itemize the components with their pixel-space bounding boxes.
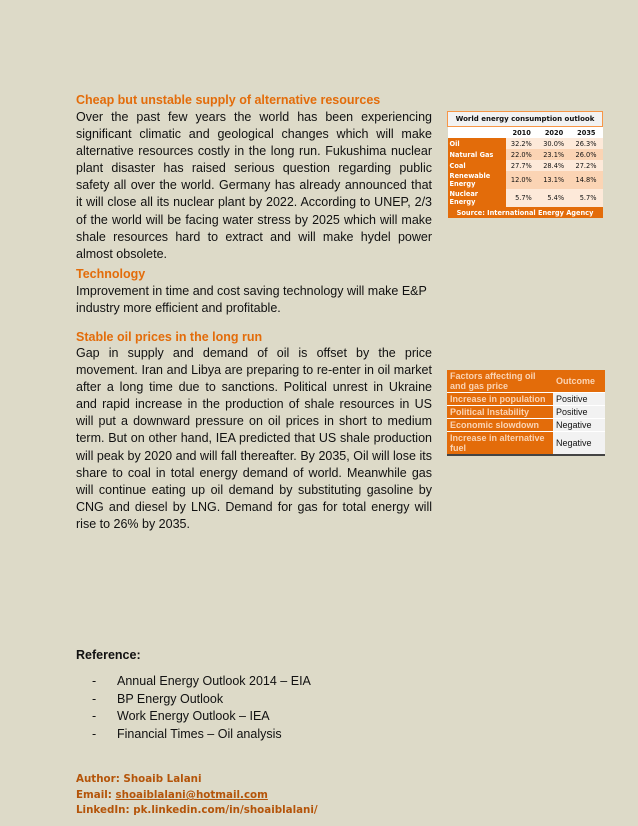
factors-row (447, 419, 605, 432)
factors-header-row (447, 370, 605, 393)
factors-row (447, 393, 605, 406)
energy-row-value: 28.4% (538, 160, 570, 171)
reference-item (92, 691, 311, 709)
factors-header-outcome: Outcome (553, 370, 605, 393)
energy-table-row (448, 138, 603, 149)
energy-row-label: Natural Gas (448, 149, 506, 160)
energy-row-label: Coal (448, 160, 506, 171)
author-email-link[interactable]: shoaiblalani@hotmail.com (115, 789, 268, 801)
energy-row-value: 13.1% (538, 171, 570, 189)
reference-item (92, 708, 311, 726)
factor-label: Economic slowdown (447, 419, 553, 432)
energy-table-corner (448, 127, 506, 139)
energy-table-row (448, 189, 603, 207)
energy-row-value: 23.1% (538, 149, 570, 160)
energy-row-value: 27.2% (570, 160, 602, 171)
factors-row (447, 406, 605, 419)
list-dash: - (92, 709, 97, 724)
energy-row-label: Nuclear Energy (448, 189, 506, 207)
energy-row-value: 5.7% (570, 189, 602, 207)
list-dash: - (92, 727, 97, 742)
energy-row-value: 32.2% (506, 138, 538, 149)
energy-table-year: 2035 (570, 127, 602, 139)
factor-outcome: Negative (553, 432, 605, 456)
energy-table-title: World energy consumption outlook (448, 112, 603, 127)
energy-consumption-table (447, 111, 603, 218)
energy-row-value: 26.0% (570, 149, 602, 160)
factors-row (447, 432, 605, 456)
author-linkedin[interactable]: LinkedIn: pk.linkedin.com/in/shoaiblalani/ (76, 804, 318, 816)
heading-technology: Technology (76, 267, 146, 281)
energy-table-row (448, 171, 603, 189)
energy-row-value: 26.3% (570, 138, 602, 149)
reference-item-text: Financial Times – Oil analysis (117, 727, 282, 742)
energy-table-year: 2010 (506, 127, 538, 139)
energy-row-value: 27.7% (506, 160, 538, 171)
reference-heading: Reference: (76, 648, 141, 662)
energy-row-label: Oil (448, 138, 506, 149)
reference-item (92, 673, 311, 691)
energy-row-value: 5.7% (506, 189, 538, 207)
list-dash: - (92, 691, 97, 706)
factor-label: Increase in population (447, 393, 553, 406)
reference-item-text: Annual Energy Outlook 2014 – EIA (117, 674, 311, 688)
author-email-label: Email: (76, 789, 116, 801)
energy-table-header-row (448, 127, 603, 139)
energy-table-row (448, 149, 603, 160)
energy-row-value: 12.0% (506, 171, 538, 189)
energy-row-value: 22.0% (506, 149, 538, 160)
factor-label: Increase in alternative fuel (447, 432, 553, 456)
energy-row-value: 5.4% (538, 189, 570, 207)
reference-item-text: BP Energy Outlook (117, 691, 224, 706)
factors-header-factor: Factors affecting oil and gas price (447, 370, 553, 393)
reference-list (92, 673, 311, 744)
author-email-line (76, 789, 268, 801)
reference-item-text: Work Energy Outlook – IEA (117, 709, 270, 724)
heading-oil-prices: Stable oil prices in the long run (76, 330, 263, 344)
factor-outcome: Positive (553, 393, 605, 406)
price-factors-table (447, 370, 605, 456)
factor-outcome: Negative (553, 419, 605, 432)
paragraph-alternative-resources: Over the past few years the world has been experiencing significant climatic and geological changes which will make alternative resources costly in the long run. Fukushima nuclear plant disaster has raised serious question regarding public safety all over the world. Germany has already announced that it will close all its nuclear plant by 2022. According to UNEP, 2/3 of the world will be facing water stress by 2025 which will make shale resources hard to extract and will make hydel power almost obsolete. (76, 110, 432, 261)
energy-row-label: Renewable Energy (448, 171, 506, 189)
list-dash: - (92, 674, 97, 688)
factor-label: Political Instability (447, 406, 553, 419)
paragraph-technology: Improvement in time and cost saving technology will make E&P industry more efficient and profitable. (76, 284, 427, 316)
energy-table-source: Source: International Energy Agency (448, 207, 603, 218)
energy-row-value: 14.8% (570, 171, 602, 189)
energy-table-year: 2020 (538, 127, 570, 139)
energy-table-row (448, 160, 603, 171)
author-name: Author: Shoaib Lalani (76, 773, 202, 785)
factor-outcome: Positive (553, 406, 605, 419)
energy-row-value: 30.0% (538, 138, 570, 149)
heading-alternative-resources: Cheap but unstable supply of alternative resources (76, 93, 381, 107)
paragraph-oil-prices: Gap in supply and demand of oil is offset by the price movement. Iran and Libya are preparing to re-enter in oil market after a long time due to sanctions. Political unrest in Ukraine and rapid increase in the production of shale resources in US will put a downward pressure on oil prices in short to medium term. But on other hand, IEA predicted that US shale production will peak by 2020 and will fall thereafter. By 2035, Oil will lose its share to coal in total energy demand of world. Meanwhile gas will continue eating up oil demand by substituting gasoline by CNG and diesel by LNG. Demand for gas for total energy will rise to 26% by 2035. (76, 346, 432, 531)
reference-item (92, 726, 311, 744)
